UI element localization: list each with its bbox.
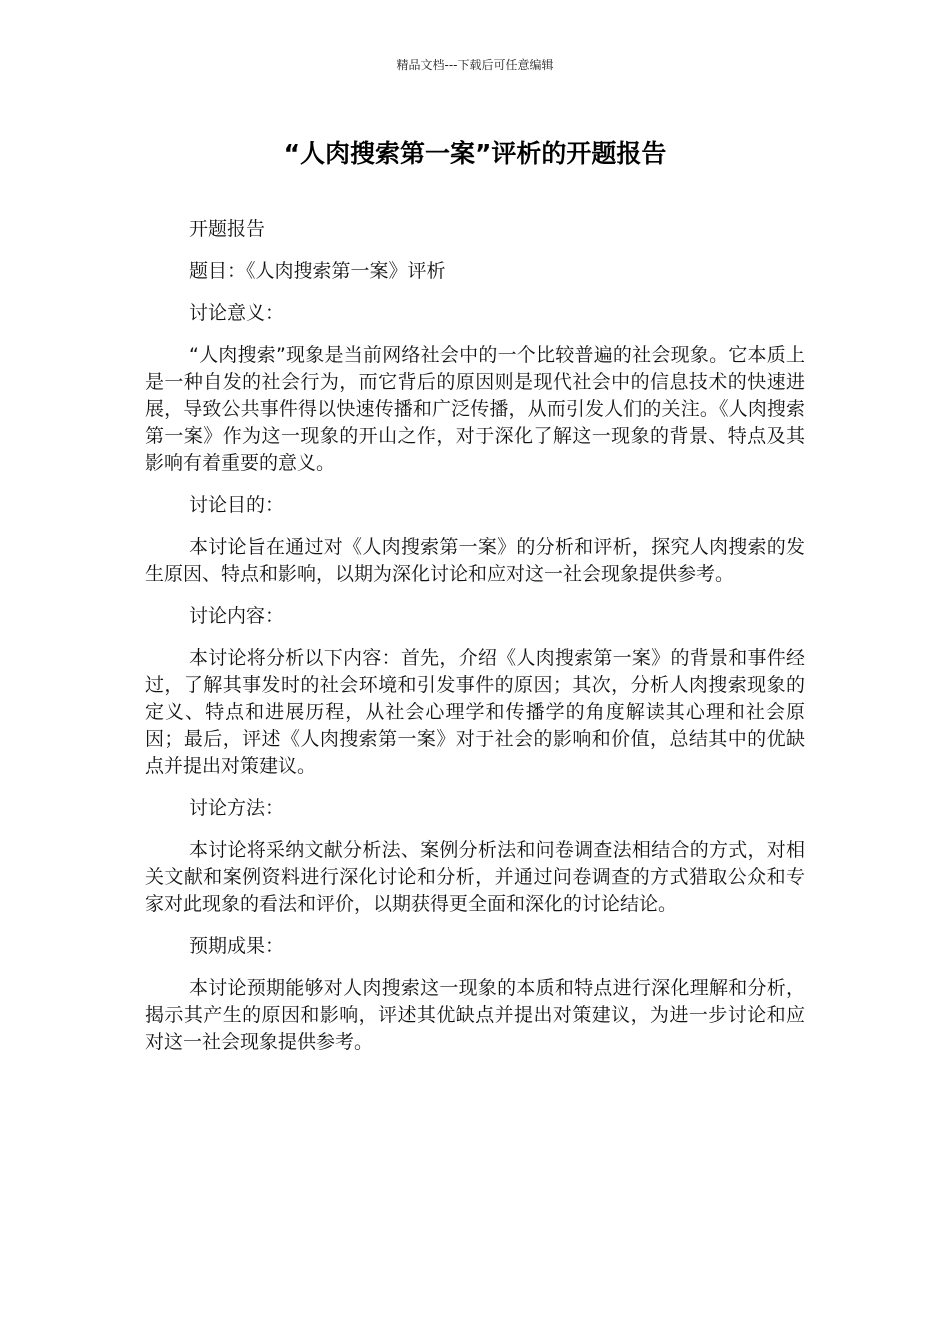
section-text-method: 本讨论将采纳文献分析法、案例分析法和问卷调查法相结合的方式，对相关文献和案例资料进行深化讨论和分析，并通过问卷调查的方式猎取公众和专家对此现象的看法和评价，以期获得更全面和深化的讨论结论。	[145, 839, 805, 915]
report-topic: 题目：《人肉搜索第一案》评析	[189, 260, 446, 282]
section-text-significance: “人肉搜索”现象是当前网络社会中的一个比较普遍的社会现象。它本质上是一种自发的社会行为，而它背后的原因则是现代社会中的信息技术的快速进展，导致公共事件得以快速传播和广泛传播，从而引发人们的关注。《人肉搜索第一案》作为这一现象的开山之作，对于深化了解这一现象的背景、特点及其影响有着重要的意义。	[145, 344, 805, 474]
section-heading-content: 讨论内容：	[189, 605, 285, 627]
section-heading-expected-results: 预期成果：	[189, 935, 285, 957]
page-header-watermark: 精品文档---下载后可任意编辑	[396, 58, 554, 72]
section-heading-significance: 讨论意义：	[189, 302, 285, 324]
section-text-purpose: 本讨论旨在通过对《人肉搜索第一案》的分析和评析，探究人肉搜索的发生原因、特点和影响，以期为深化讨论和应对这一社会现象提供参考。	[145, 536, 805, 585]
section-heading-method: 讨论方法：	[189, 797, 285, 819]
document-body	[145, 216, 805, 1071]
section-heading-purpose: 讨论目的：	[189, 494, 285, 516]
section-text-expected-results: 本讨论预期能够对人肉搜索这一现象的本质和特点进行深化理解和分析，揭示其产生的原因和影响，评述其优缺点并提出对策建议，为进一步讨论和应对这一社会现象提供参考。	[145, 977, 805, 1053]
section-text-content: 本讨论将分析以下内容：首先，介绍《人肉搜索第一案》的背景和事件经过，了解其事发时的社会环境和引发事件的原因；其次，分析人肉搜索现象的定义、特点和进展历程，从社会心理学和传播学的角度解读其心理和社会原因；最后，评述《人肉搜索第一案》对于社会的影响和价值，总结其中的优缺点并提出对策建议。	[145, 647, 805, 777]
report-label: 开题报告	[189, 218, 266, 240]
document-title: “人肉搜索第一案”评析的开题报告	[283, 139, 667, 168]
